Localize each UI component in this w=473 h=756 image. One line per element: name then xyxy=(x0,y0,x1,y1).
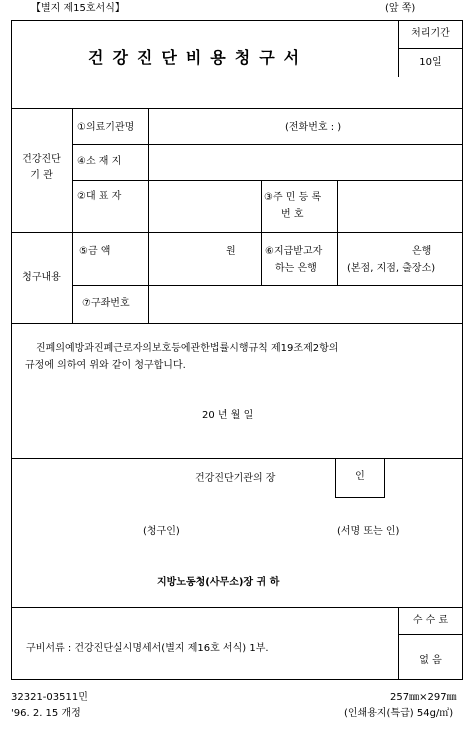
regno-label: ③주 민 등 록 xyxy=(264,192,322,203)
regno-right-divider xyxy=(337,180,338,232)
divider-title xyxy=(11,108,463,109)
bank-branch-note: (본점, 지점, 출장소) xyxy=(347,263,436,274)
amount-unit: 원 xyxy=(226,246,236,257)
row-divider xyxy=(72,180,463,181)
statement-line-1: 진폐의예방과진폐근로자의보호등에관한법률시행규칙 제19조제2항의 xyxy=(36,343,339,354)
paper-spec: (인쇄용지(특급) 54g/㎡) xyxy=(344,708,454,719)
phone-field: (전화번호 : ) xyxy=(285,122,342,133)
processing-inner-line xyxy=(398,48,463,49)
bank-left-divider xyxy=(261,232,262,285)
form-title: 건강진단비용청구서 xyxy=(88,48,309,67)
divider-sign xyxy=(11,458,463,459)
row-divider xyxy=(72,285,463,286)
institution-section-label-2: 기 관 xyxy=(30,170,53,181)
required-documents: 구비서류 : 건강진단실시명세서(별지 제16호 서식) 1부. xyxy=(26,643,269,654)
regno-left-divider xyxy=(261,180,262,232)
processing-period-label: 처리기간 xyxy=(411,28,450,39)
processing-period-value: 10일 xyxy=(419,57,442,68)
addressee: 지방노동청(사무소)장 귀 하 xyxy=(157,577,280,588)
divider-claim xyxy=(11,232,463,233)
representative-label: ②대 표 자 xyxy=(77,191,122,202)
row-divider xyxy=(72,144,463,145)
institution-section-label: 건강진단 xyxy=(22,154,61,165)
seal-box xyxy=(335,458,385,498)
institution-head-label: 건강진단기관의 장 xyxy=(195,473,276,484)
signature-label: (서명 또는 인) xyxy=(337,526,400,537)
paper-size: 257㎜×297㎜ xyxy=(390,692,457,703)
claim-section-label: 청구내용 xyxy=(22,272,61,283)
fee-inner-line xyxy=(398,634,463,635)
regno-label-2: 번 호 xyxy=(281,209,304,220)
label-value-divider xyxy=(148,108,149,323)
fee-value: 없 음 xyxy=(419,655,442,666)
claim-date: 20 년 월 일 xyxy=(202,410,254,421)
divider-body xyxy=(11,323,463,324)
bank-right-divider xyxy=(337,232,338,285)
bank-unit: 은행 xyxy=(412,246,432,257)
seal-label: 인 xyxy=(355,471,365,482)
account-number-label: ⑦구좌번호 xyxy=(82,298,130,309)
divider-docs xyxy=(11,607,463,608)
revision-date: '96. 2. 15 개정 xyxy=(11,708,81,719)
bank-label: ⑥지급받고자 xyxy=(265,246,323,257)
page-side-label: (앞 쪽) xyxy=(385,3,416,14)
statement-line-2: 규정에 의하여 위와 같이 청구합니다. xyxy=(25,360,186,371)
fee-label: 수 수 료 xyxy=(412,615,449,626)
amount-label: ⑤금 액 xyxy=(79,246,111,257)
section-label-divider xyxy=(72,108,73,323)
form-code: 32321-03511민 xyxy=(11,692,88,703)
address-label: ④소 재 지 xyxy=(77,156,122,167)
form-number: 【별지 제15호서식】 xyxy=(31,3,125,14)
claimant-label: (청구인) xyxy=(143,526,180,537)
bank-label-2: 하는 은행 xyxy=(275,263,317,274)
institution-name-label: ①의료기관명 xyxy=(77,122,135,133)
